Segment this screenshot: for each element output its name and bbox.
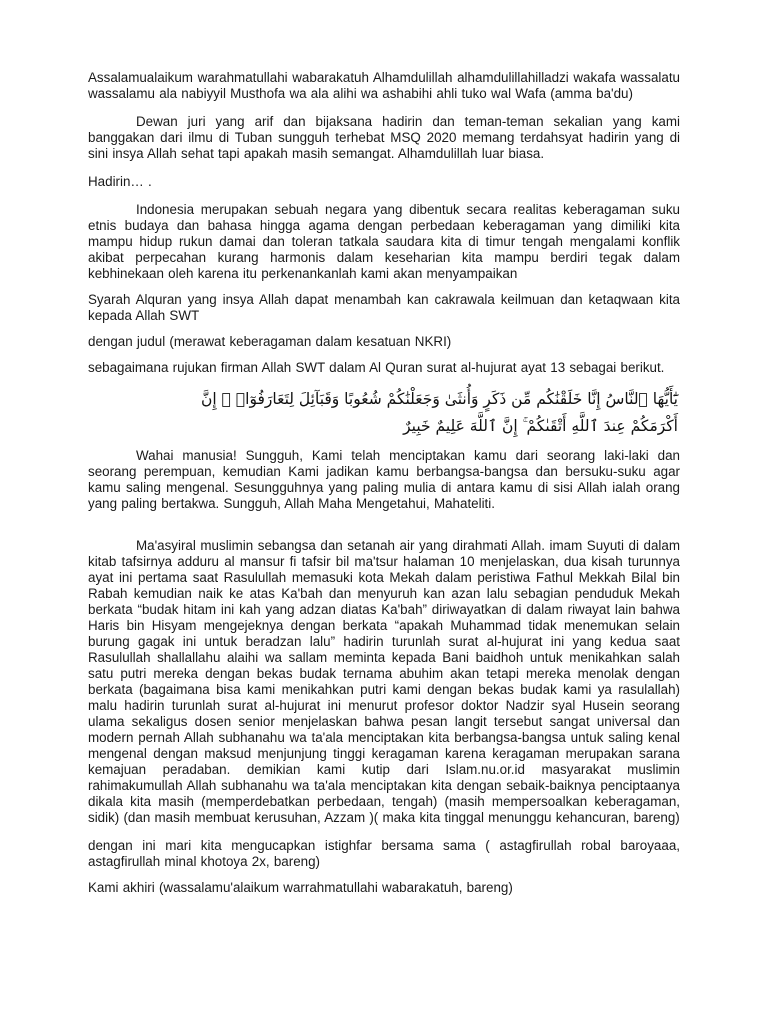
syarah-paragraph: Syarah Alquran yang insya Allah dapat menambah kan cakrawala keilmuan dan ketaqwaan kita kepada Allah SWT	[88, 292, 680, 323]
quran-verse-line-2: أَكْرَمَكُمْ عِندَ ٱللَّهِ أَتْقَىٰكُمْ ۚ إِنَّ ٱللَّهَ عَلِيمٌ خَبِيرٌ	[403, 417, 678, 435]
istighfar-paragraph: dengan ini mari kita mengucapkan istighfar bersama sama ( astagfirullah robal baroyaaa, astagfirullah minal khotoya 2x, bareng)	[88, 838, 680, 869]
body-paragraph: Ma'asyiral muslimin sebangsa dan setanah air yang dirahmati Allah. imam Suyuti di dalam kitab tafsirnya adduru al mansur fi tafsir bil ma'tsur halaman 10 menjelaskan, dua kisah turunnya ayat ini pertama saat Rasulullah memasuki kota Mekah dalam peristiwa Fathul Mekkah Bilal bin Rabah kemudian naik ke atas Ka'bah dan menyuruh kan azan lalu sebagian penduduk Mekah berkata “budak hitam ini kah yang adzan diatas Ka'bah” diriwayatkan di dalam riwayat lain bahwa Haris bin Hisyam mengejeknya dengan berkata “apakah Muhammad tidak menemukan selain burung gagak ini untuk beradzan lalu” hadirin turunlah surat al-hujurat ini yang kedua saat Rasulullah shallallahu alaihi wa sallam meminta kepada Bani baidhoh untuk menikahkan salah satu putri mereka dengan bekas budak ternama abuhim akan tetapi mereka menolak dengan berkata (bagaimana bisa kami menikahkan putri kami dengan bekas budak kami ya rasulallah) malu hadirin turunlah surat al-hujurat ini menurut profesor doktor Nadzir syal Husein seorang ulama sekaligus dosen senior menjelaskan bahwa pesan langit tersebut sangat universal dan modern pernah Allah subhanahu wa ta'ala menciptakan kita berbangsa-bangsa untuk saling kenal mengenal dengan maksud menjunjung tinggi keragaman karena keragaman merupakan sarana kemajuan peradaban. demikian kami kutip dari Islam.nu.or.id masyarakat muslimin rahimakumullah Allah subhanahu wa ta'ala menciptakan kita dengan sebaik-baiknya penciptaanya dikala kita masih (memperdebatkan perbedaan, tengah) (masih mempersoalkan keberagaman, sidik) (dan masih membuat kerusuhan, Azzam )( maka kita tinggal menunggu kehancuran, bareng)	[88, 538, 680, 825]
salutation-paragraph: Dewan juri yang arif dan bijaksana hadirin dan teman-teman sekalian yang kami banggakan dari ilmu di Tuban sungguh terhebat MSQ 2020 memang terdahsyat hadirin yang di sini insya Allah sehat tapi apakah masih semangat. Alhamdulillah luar biasa.	[88, 114, 680, 161]
quran-verse	[88, 386, 680, 440]
intro-paragraph: Indonesia merupakan sebuah negara yang dibentuk secara realitas keberagaman suku etnis budaya dan bahasa hingga agama dengan perbedaan keberagaman yang dimiliki kita mampu hidup rukun damai dan toleran tatkala saudara kita di timur tengah mengalami konflik akibat perpecahan kurang harmonis dalam keseharian kita mampu berdiri tegak dalam kebhinekaan oleh karena itu perkenankanlah kami akan menyampaikan	[88, 202, 680, 281]
reference-paragraph: sebagaimana rujukan firman Allah SWT dalam Al Quran surat al-hujurat ayat 13 sebagai berikut.	[88, 360, 665, 375]
quran-verse-line-1: يَٰٓأَيُّهَا ٱلنَّاسُ إِنَّا خَلَقْنَٰكُم مِّن ذَكَرٍ وَأُنثَىٰ وَجَعَلْنَٰكُمْ شُعُوبًا وَقَبَآئِلَ لِتَعَارَفُوٓا۟ ۚ إِنَّ	[201, 390, 678, 408]
closing-paragraph: Kami akhiri (wassalamu'alaikum warrahmatullahi wabarakatuh, bareng)	[88, 880, 513, 895]
address-paragraph: Hadirin… .	[88, 174, 152, 189]
translation-paragraph: Wahai manusia! Sungguh, Kami telah menciptakan kamu dari seorang laki-laki dan seorang perempuan, kemudian Kami jadikan kamu berbangsa-bangsa dan bersuku-suku agar kamu saling mengenal. Sesungguhnya yang paling mulia di antara kamu di sisi Allah ialah orang yang paling bertakwa. Sungguh, Allah Maha Mengetahui, Mahateliti.	[88, 448, 680, 511]
title-paragraph: dengan judul (merawat keberagaman dalam kesatuan NKRI)	[88, 334, 452, 349]
greeting-paragraph: Assalamualaikum warahmatullahi wabarakatuh Alhamdulillah alhamdulillahilladzi wakafa wassalatu wassalamu ala nabiyyil Musthofa wa ala alihi wa ashabihi ahli tuko wal Wafa (amma ba'du)	[88, 70, 680, 101]
